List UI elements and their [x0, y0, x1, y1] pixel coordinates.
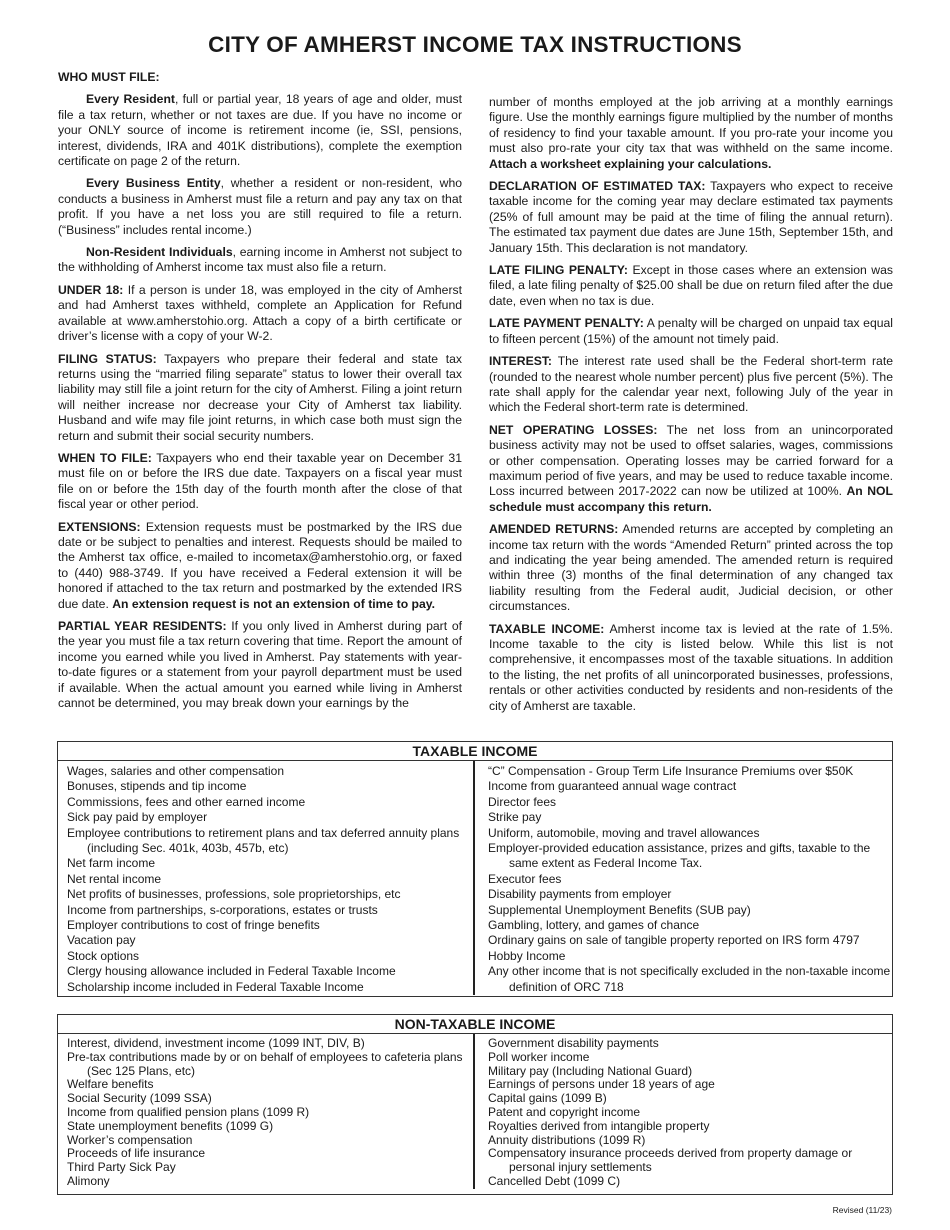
- non-taxable-income-table: [57, 1014, 893, 1195]
- section-text: , whether a resident or non-resident, who conducts a business in Amherst must file a return and pay any tax on that profit. If you have a net loss you are still required to file a return. (“Business” includes rental income.): [58, 176, 462, 237]
- list-item: State unemployment benefits (1099 G): [67, 1118, 274, 1133]
- list-item: Employer contributions to cost of fringe benefits: [67, 918, 320, 933]
- list-item: Net profits of businesses, professions, sole proprietorships, etc: [67, 887, 401, 902]
- section-text: Amended returns are accepted by completing an income tax return with the words “Amended Return” printed across the top and indicating the year being amended. The amended return is required within three (3) months of the final determination of any changed tax liability resulting from the Federal audit, Judicial decision, or other circumstances.: [489, 522, 894, 614]
- extensions-paragraph: [58, 520, 462, 612]
- list-item: Proceeds of life insurance: [67, 1146, 206, 1161]
- estimated-tax-paragraph: [489, 179, 893, 256]
- section-text: The interest rate used shall be the Federal short-term rate (rounded to the nearest whole number percent) plus five percent (5%). The rate shall apply for the calendar year next, following July of the year in which the Federal short-term rate is determined.: [489, 354, 893, 415]
- non-resident-paragraph: [58, 245, 462, 276]
- section-heading: NET OPERATING LOSSES:: [489, 422, 658, 437]
- section-heading: LATE PAYMENT PENALTY:: [489, 316, 644, 331]
- section-text: Extension requests must be postmarked by the IRS due date or be subject to penalties and interest. Requests should be mailed to the Amherst tax office, e-mailed to incometax@amherstohio.org, or faxed to (440) 988-3749. If you have received a Federal extension it will be honored if attached to the tax return and postmarked by the extended IRS due date.: [58, 519, 462, 611]
- section-heading: WHEN TO FILE:: [58, 450, 152, 465]
- list-item: Earnings of persons under 18 years of age: [488, 1077, 715, 1092]
- taxable-right-list: [475, 764, 892, 995]
- list-item: Scholarship income included in Federal Taxable Income: [67, 979, 364, 994]
- list-item: Net rental income: [67, 871, 162, 886]
- section-text: number of months employed at the job arriving at a monthly earnings figure. Use the monthly earnings figure multiplied by the number of months of residency to find your taxable amount. If you pro-rate your income you must also pro-rate your city tax that was withheld on the same income.: [489, 95, 893, 156]
- list-item: Third Party Sick Pay: [67, 1160, 176, 1175]
- list-item: Income from qualified pension plans (1099 R): [67, 1104, 310, 1119]
- list-item: Uniform, automobile, moving and travel allowances: [488, 825, 760, 840]
- section-text: , full or partial year, 18 years of age and older, must file a tax return, whether or not taxes are due. If you have no income or your ONLY source of income is retirement income (ie, SSI, pensions, interest, dividends, IRA and 401K distributions), complete the exemption certificate on page 2 of the return.: [58, 92, 462, 169]
- taxable-income-columns: [58, 761, 892, 995]
- list-item: Strike pay: [488, 810, 542, 825]
- section-text: Taxpayers who end their taxable year on December 31 must file on or before the IRS due date. Taxpayers on a fiscal year must file on or before the 15th day of the fourth month after the close of that fiscal year or other period.: [58, 450, 462, 512]
- section-heading: TAXABLE INCOME:: [489, 621, 605, 636]
- section-lead: Every Resident: [86, 92, 175, 107]
- section-lead: Non-Resident Individuals: [86, 245, 233, 260]
- list-item: Compensatory insurance proceeds derived from property damage or personal injury settlements: [488, 1146, 853, 1175]
- list-item: Commissions, fees and other earned income: [67, 794, 306, 809]
- every-resident-paragraph: [58, 92, 462, 169]
- taxable-income-left-column: [58, 761, 475, 995]
- list-item: Worker’s compensation: [67, 1132, 193, 1147]
- list-item: Poll worker income: [488, 1049, 590, 1064]
- section-heading: PARTIAL YEAR RESIDENTS:: [58, 619, 227, 633]
- late-payment-paragraph: [489, 316, 893, 347]
- non-taxable-income-right-column: [475, 1034, 892, 1189]
- list-item: Net farm income: [67, 856, 156, 871]
- list-item: Supplemental Unemployment Benefits (SUB pay): [488, 902, 751, 917]
- non-taxable-income-left-column: [58, 1034, 475, 1189]
- section-heading: AMENDED RETURNS:: [489, 522, 619, 537]
- list-item: Interest, dividend, investment income (1099 INT, DIV, B): [67, 1036, 365, 1050]
- amended-returns-paragraph: [489, 522, 893, 614]
- list-item: Cancelled Debt (1099 C): [488, 1173, 621, 1188]
- revision-date: Revised (11/23): [832, 1205, 892, 1215]
- list-item: Gambling, lottery, and games of chance: [488, 918, 700, 933]
- section-heading: FILING STATUS:: [58, 351, 157, 366]
- list-item: Stock options: [67, 948, 140, 963]
- taxable-income-paragraph: [489, 622, 893, 714]
- list-item: Pre-tax contributions made by or on behalf of employees to cafeteria plans (Sec 125 Plans, etc): [67, 1049, 463, 1078]
- late-filing-paragraph: [489, 263, 893, 309]
- list-item: Disability payments from employer: [488, 887, 672, 902]
- section-text: Taxpayers who expect to receive taxable income for the coming year may declare estimated tax payments (25% of full amount may be paid at the time of filing the annual return). The estimated tax payment due dates are June 15th, September 15th, and January 15th. This declaration is not mandatory.: [489, 179, 893, 255]
- section-bold-note: Attach a worksheet explaining your calculations.: [489, 156, 772, 171]
- non-taxable-income-title: NON-TAXABLE INCOME: [58, 1015, 892, 1034]
- list-item: Government disability payments: [488, 1036, 659, 1050]
- list-item: Director fees: [488, 794, 557, 809]
- list-item: Income from guaranteed annual wage contract: [488, 779, 737, 794]
- list-item: Hobby Income: [488, 948, 566, 963]
- list-item: Employee contributions to retirement plans and tax deferred annuity plans (including Sec. 401k, 403b, 457b, etc): [67, 825, 460, 856]
- section-text: , earning income in Amherst not subject to the withholding of Amherst income tax must also file a return.: [58, 245, 463, 275]
- section-bold-note: An extension request is not an extension of time to pay.: [112, 596, 436, 611]
- list-item: Royalties derived from intangible property: [488, 1118, 710, 1133]
- left-column: [58, 70, 462, 718]
- section-text: The net loss from an unincorporated business activity may not be used to offset salaries, wages, commissions or other compensation. Operating losses may be carried forward for a maximum period of five years, and may be used to reduce taxable income. Loss incurred between 2017-2022 can now be utilized at 100%.: [489, 422, 893, 499]
- list-item: Income from partnerships, s-corporations, estates or trusts: [67, 902, 378, 917]
- net-operating-losses-paragraph: [489, 423, 893, 515]
- section-text: Taxpayers who prepare their federal and state tax returns using the “married filing separate” status to lower their overall tax liability may still file a joint return for the city of Amherst. Filing a joint return will neither increase nor decrease your City of Amherst tax liability. Husband and wife may file joint returns, in which case both must sign the return and submit their social security numbers.: [58, 351, 463, 443]
- list-item: Capital gains (1099 B): [488, 1091, 607, 1106]
- section-heading: INTEREST:: [489, 354, 552, 369]
- section-text: A penalty will be charged on unpaid tax equal to fifteen percent (15%) of the amount not timely paid.: [489, 316, 893, 346]
- list-item: Employer-provided education assistance, prizes and gifts, taxable to the same extent as Federal Income Tax.: [488, 841, 871, 871]
- list-item: Bonuses, stipends and tip income: [67, 779, 247, 794]
- section-lead: Every Business Entity: [86, 176, 221, 191]
- section-bold-note: An NOL schedule must accompany this return.: [489, 484, 893, 514]
- list-item: Alimony: [67, 1173, 110, 1188]
- filing-status-paragraph: [58, 352, 462, 444]
- taxable-income-table: [57, 741, 893, 997]
- section-heading: UNDER 18:: [58, 282, 124, 297]
- section-text: If a person is under 18, was employed in the city of Amherst and had Amherst taxes withheld, complete an Application for Refund available at www.amherstohio.org. Attach a copy of a birth certificate or driver’s license with a copy of your W-2.: [58, 282, 462, 344]
- when-to-file-paragraph: [58, 451, 462, 513]
- section-heading: DECLARATION OF ESTIMATED TAX:: [489, 179, 706, 194]
- who-must-file-heading: WHO MUST FILE:: [58, 70, 160, 84]
- list-item: Vacation pay: [67, 933, 136, 948]
- list-item: Clergy housing allowance included in Federal Taxable Income: [67, 964, 396, 979]
- list-item: Social Security (1099 SSA): [67, 1091, 212, 1106]
- interest-paragraph: [489, 354, 893, 416]
- business-entity-paragraph: [58, 176, 462, 238]
- taxable-income-right-column: [475, 761, 892, 995]
- partial-year-continued-paragraph: [489, 95, 893, 172]
- section-text: If you only lived in Amherst during part of the year you must file a tax return covering that time. Report the amount of income you earned while you lived in Amherst. Pay statements with year-to-date figures or a statement from your payroll department must be used if available. When the actual amount you earned while living in Amherst cannot be determined, you may break down your earnings by the: [58, 619, 462, 711]
- section-heading: EXTENSIONS:: [58, 519, 141, 534]
- list-item: Sick pay paid by employer: [67, 810, 208, 825]
- non-taxable-income-columns: [58, 1034, 892, 1189]
- non-taxable-left-list: [58, 1037, 473, 1189]
- partial-year-paragraph: [58, 619, 462, 711]
- list-item: Any other income that is not specifically excluded in the non-taxable income definition of ORC 718: [488, 964, 891, 994]
- section-text: Except in those cases where an extension was filed, a late filing penalty of $25.00 shall be due on return filed after the due date, even when no tax is due.: [489, 263, 893, 308]
- taxable-left-list: [58, 764, 473, 995]
- under-18-paragraph: [58, 283, 462, 345]
- list-item: Ordinary gains on sale of tangible property reported on IRS form 4797: [488, 933, 860, 948]
- list-item: Patent and copyright income: [488, 1104, 641, 1119]
- list-item: Military pay (Including National Guard): [488, 1063, 693, 1078]
- page-title: CITY OF AMHERST INCOME TAX INSTRUCTIONS: [208, 32, 742, 57]
- non-taxable-right-list: [475, 1037, 892, 1189]
- section-text: Amherst income tax is levied at the rate of 1.5%. Income taxable to the city is listed below. While this list is not comprehensive, it encompasses most of the taxable situations. In addition to the listing, the net profits of all unincorporated businesses, professions, rentals or other activities conducted by residents and non-residents of the city of Amherst are taxable.: [489, 621, 893, 713]
- list-item: Wages, salaries and other compensation: [67, 764, 285, 778]
- section-heading: LATE FILING PENALTY:: [489, 263, 628, 278]
- list-item: Annuity distributions (1099 R): [488, 1132, 646, 1147]
- list-item: “C” Compensation - Group Term Life Insurance Premiums over $50K: [488, 764, 854, 778]
- list-item: Executor fees: [488, 871, 562, 886]
- taxable-income-title: TAXABLE INCOME: [58, 742, 892, 761]
- right-column: [489, 95, 893, 721]
- list-item: Welfare benefits: [67, 1077, 154, 1092]
